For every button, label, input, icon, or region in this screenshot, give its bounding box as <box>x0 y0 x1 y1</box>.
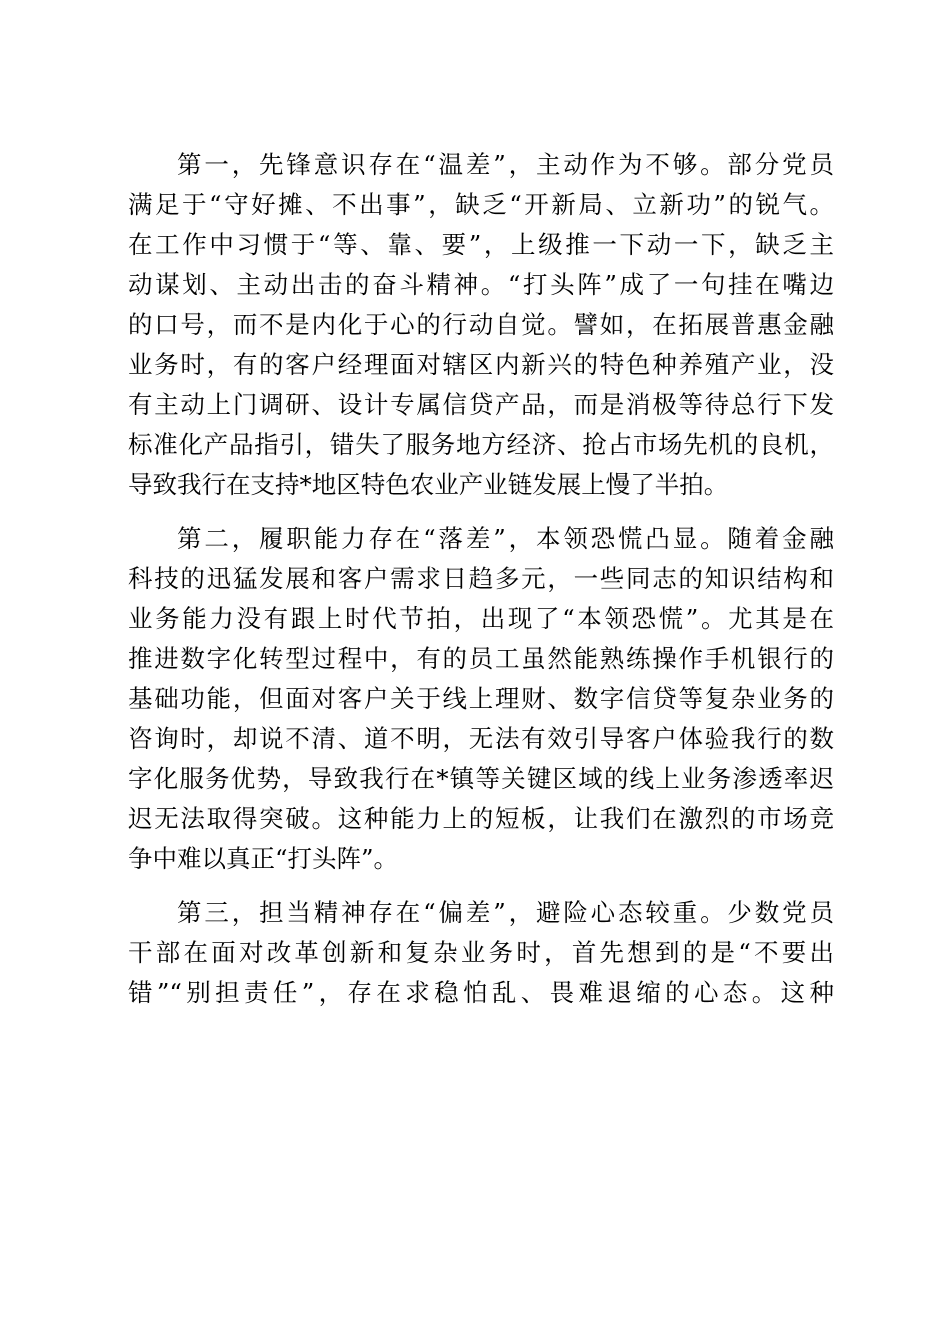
text-line: 的口号，而不是内化于心的行动自觉。譬如，在拓展普惠金融 <box>128 310 834 339</box>
text-line: 导致我行在支持*地区特色农业产业链发展上慢了半拍。 <box>128 470 729 499</box>
text-line: 推进数字化转型过程中，有的员工虽然能熟练操作手机银行的 <box>128 644 834 673</box>
text-line: 动谋划、主动出击的奋斗精神。“打头阵”成了一句挂在嘴边 <box>128 270 834 299</box>
text-line: 迟无法取得突破。这种能力上的短板，让我们在激烈的市场竞 <box>128 804 834 833</box>
paragraph-1 <box>128 145 834 505</box>
document-body <box>128 145 834 1027</box>
text-line: 在工作中习惯于“等、靠、要”，上级推一下动一下，缺乏主 <box>128 230 834 259</box>
text-line: 争中难以真正“打头阵”。 <box>128 844 399 873</box>
text-line: 错”“别担责任”，存在求稳怕乱、畏难退缩的心态。这种 <box>128 978 834 1007</box>
text-line: 字化服务优势，导致我行在*镇等关键区域的线上业务渗透率迟 <box>128 764 834 793</box>
text-line: 干部在面对改革创新和复杂业务时，首先想到的是“不要出 <box>128 938 834 967</box>
text-line: 业务时，有的客户经理面对辖区内新兴的特色种养殖产业，没 <box>128 350 834 379</box>
text-line: 咨询时，却说不清、道不明，无法有效引导客户体验我行的数 <box>128 724 834 753</box>
text-line: 第二，履职能力存在“落差”，本领恐慌凸显。随着金融 <box>177 524 834 553</box>
text-line: 满足于“守好摊、不出事”，缺乏“开新局、立新功”的锐气。 <box>128 190 834 219</box>
text-line: 有主动上门调研、设计专属信贷产品，而是消极等待总行下发 <box>128 390 834 419</box>
text-line: 第三，担当精神存在“偏差”，避险心态较重。少数党员 <box>177 898 834 927</box>
paragraph-3 <box>128 893 834 1013</box>
paragraph-2 <box>128 519 834 879</box>
text-line: 第一，先锋意识存在“温差”，主动作为不够。部分党员 <box>177 150 834 179</box>
text-line: 业务能力没有跟上时代节拍，出现了“本领恐慌”。尤其是在 <box>128 604 834 633</box>
text-line: 科技的迅猛发展和客户需求日趋多元，一些同志的知识结构和 <box>128 564 834 593</box>
text-line: 标准化产品指引，错失了服务地方经济、抢占市场先机的良机， <box>128 430 834 459</box>
text-line: 基础功能，但面对客户关于线上理财、数字信贷等复杂业务的 <box>128 684 834 713</box>
